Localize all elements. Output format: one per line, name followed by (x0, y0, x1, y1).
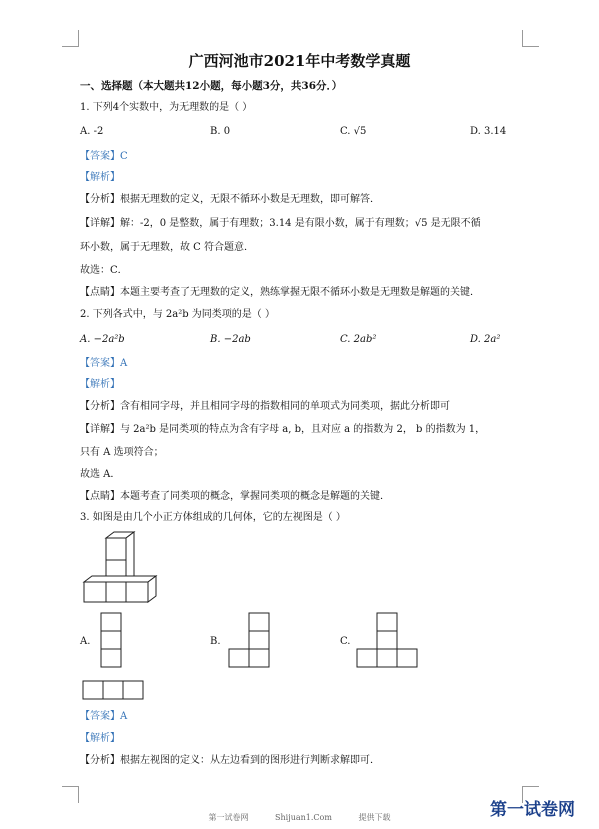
q1-detail-line2: 环小数，属于无理数，故 C 符合题意． (80, 242, 255, 253)
q3-option-c-label: C. (340, 636, 351, 647)
q2-option-a: A. −2a²b (80, 334, 125, 345)
crop-mark-bottom-left (62, 786, 79, 803)
q3-option-a-figure (100, 612, 124, 670)
crop-mark-top-right (522, 30, 539, 47)
q2-detail-line2: 只有 A 选项符合； (80, 447, 164, 458)
footer-download: 提供下载 (358, 813, 391, 822)
q2-detail-line1: 【详解】与 2a²b 是同类项的特点为含有字母 a, b，且对应 a 的指数为 2， b 的指数为 1， (80, 424, 486, 435)
q3-option-b-label: B. (210, 636, 221, 647)
q3-option-c-figure (356, 612, 420, 670)
section-heading: 一、选择题（本大题共12小题，每小题3分，共36分．） (80, 80, 343, 92)
q1-analysis: 【分析】根据无理数的定义，无限不循环小数是无理数，即可解答． (80, 194, 380, 205)
page-title: 广西河池市2021年中考数学真题 (188, 52, 411, 70)
q1-option-a: A. -2 (80, 126, 104, 137)
q3-option-b-figure (228, 612, 272, 670)
q1-comment: 【点睛】本题主要考查了无理数的定义，熟练掌握无限不循环小数是无理数是解题的关键． (80, 287, 480, 298)
footer-url: Shijuan1.Com (275, 813, 332, 822)
q2-analysis: 【分析】含有相同字母，并且相同字母的指数相同的单项式为同类项，据此分析即可 (80, 401, 450, 412)
q3-stem: 3. 如图是由几个小正方体组成的几何体，它的左视图是（ ） (80, 512, 346, 523)
q2-comment: 【点睛】本题考查了同类项的概念，掌握同类项的概念是解题的关键． (80, 491, 390, 502)
q3-analysis: 【分析】根据左视图的定义：从左边看到的图形进行判断求解即可． (80, 755, 380, 766)
q3-jiexi: 【解析】 (80, 733, 120, 744)
q2-option-b: B. −2ab (210, 334, 251, 345)
footer-site: 第一试卷网 (208, 813, 249, 822)
watermark-brand: 第一试卷网 (490, 800, 575, 820)
crop-mark-top-left (62, 30, 79, 47)
q3-answer: 【答案】A (80, 711, 128, 722)
q2-conclusion: 故选 A． (80, 469, 121, 480)
q1-option-d: D. 3.14 (470, 126, 507, 137)
q1-option-b: B. 0 (210, 126, 231, 137)
q1-answer: 【答案】C (80, 151, 128, 162)
q1-detail-line1: 【详解】解：-2，0 是整数，属于有理数；3.14 是有限小数，属于有理数；√5 是无限不循 (80, 218, 481, 229)
q3-solid-figure (82, 530, 162, 604)
q2-answer: 【答案】A (80, 358, 128, 369)
q2-jiexi: 【解析】 (80, 379, 120, 390)
q2-stem: 2. 下列各式中，与 2a²b 为同类项的是（ ） (80, 309, 275, 320)
q2-option-d: D. 2a² (470, 334, 501, 345)
q1-jiexi: 【解析】 (80, 172, 120, 183)
q3-option-d-figure (82, 680, 144, 702)
q3-option-a-label: A. (80, 636, 91, 647)
q1-stem: 1. 下列4个实数中，为无理数的是（ ） (80, 102, 253, 113)
q2-option-c: C. 2ab² (340, 334, 377, 345)
q1-option-c: C. √5 (340, 126, 367, 137)
q1-conclusion: 故选：C． (80, 265, 128, 276)
